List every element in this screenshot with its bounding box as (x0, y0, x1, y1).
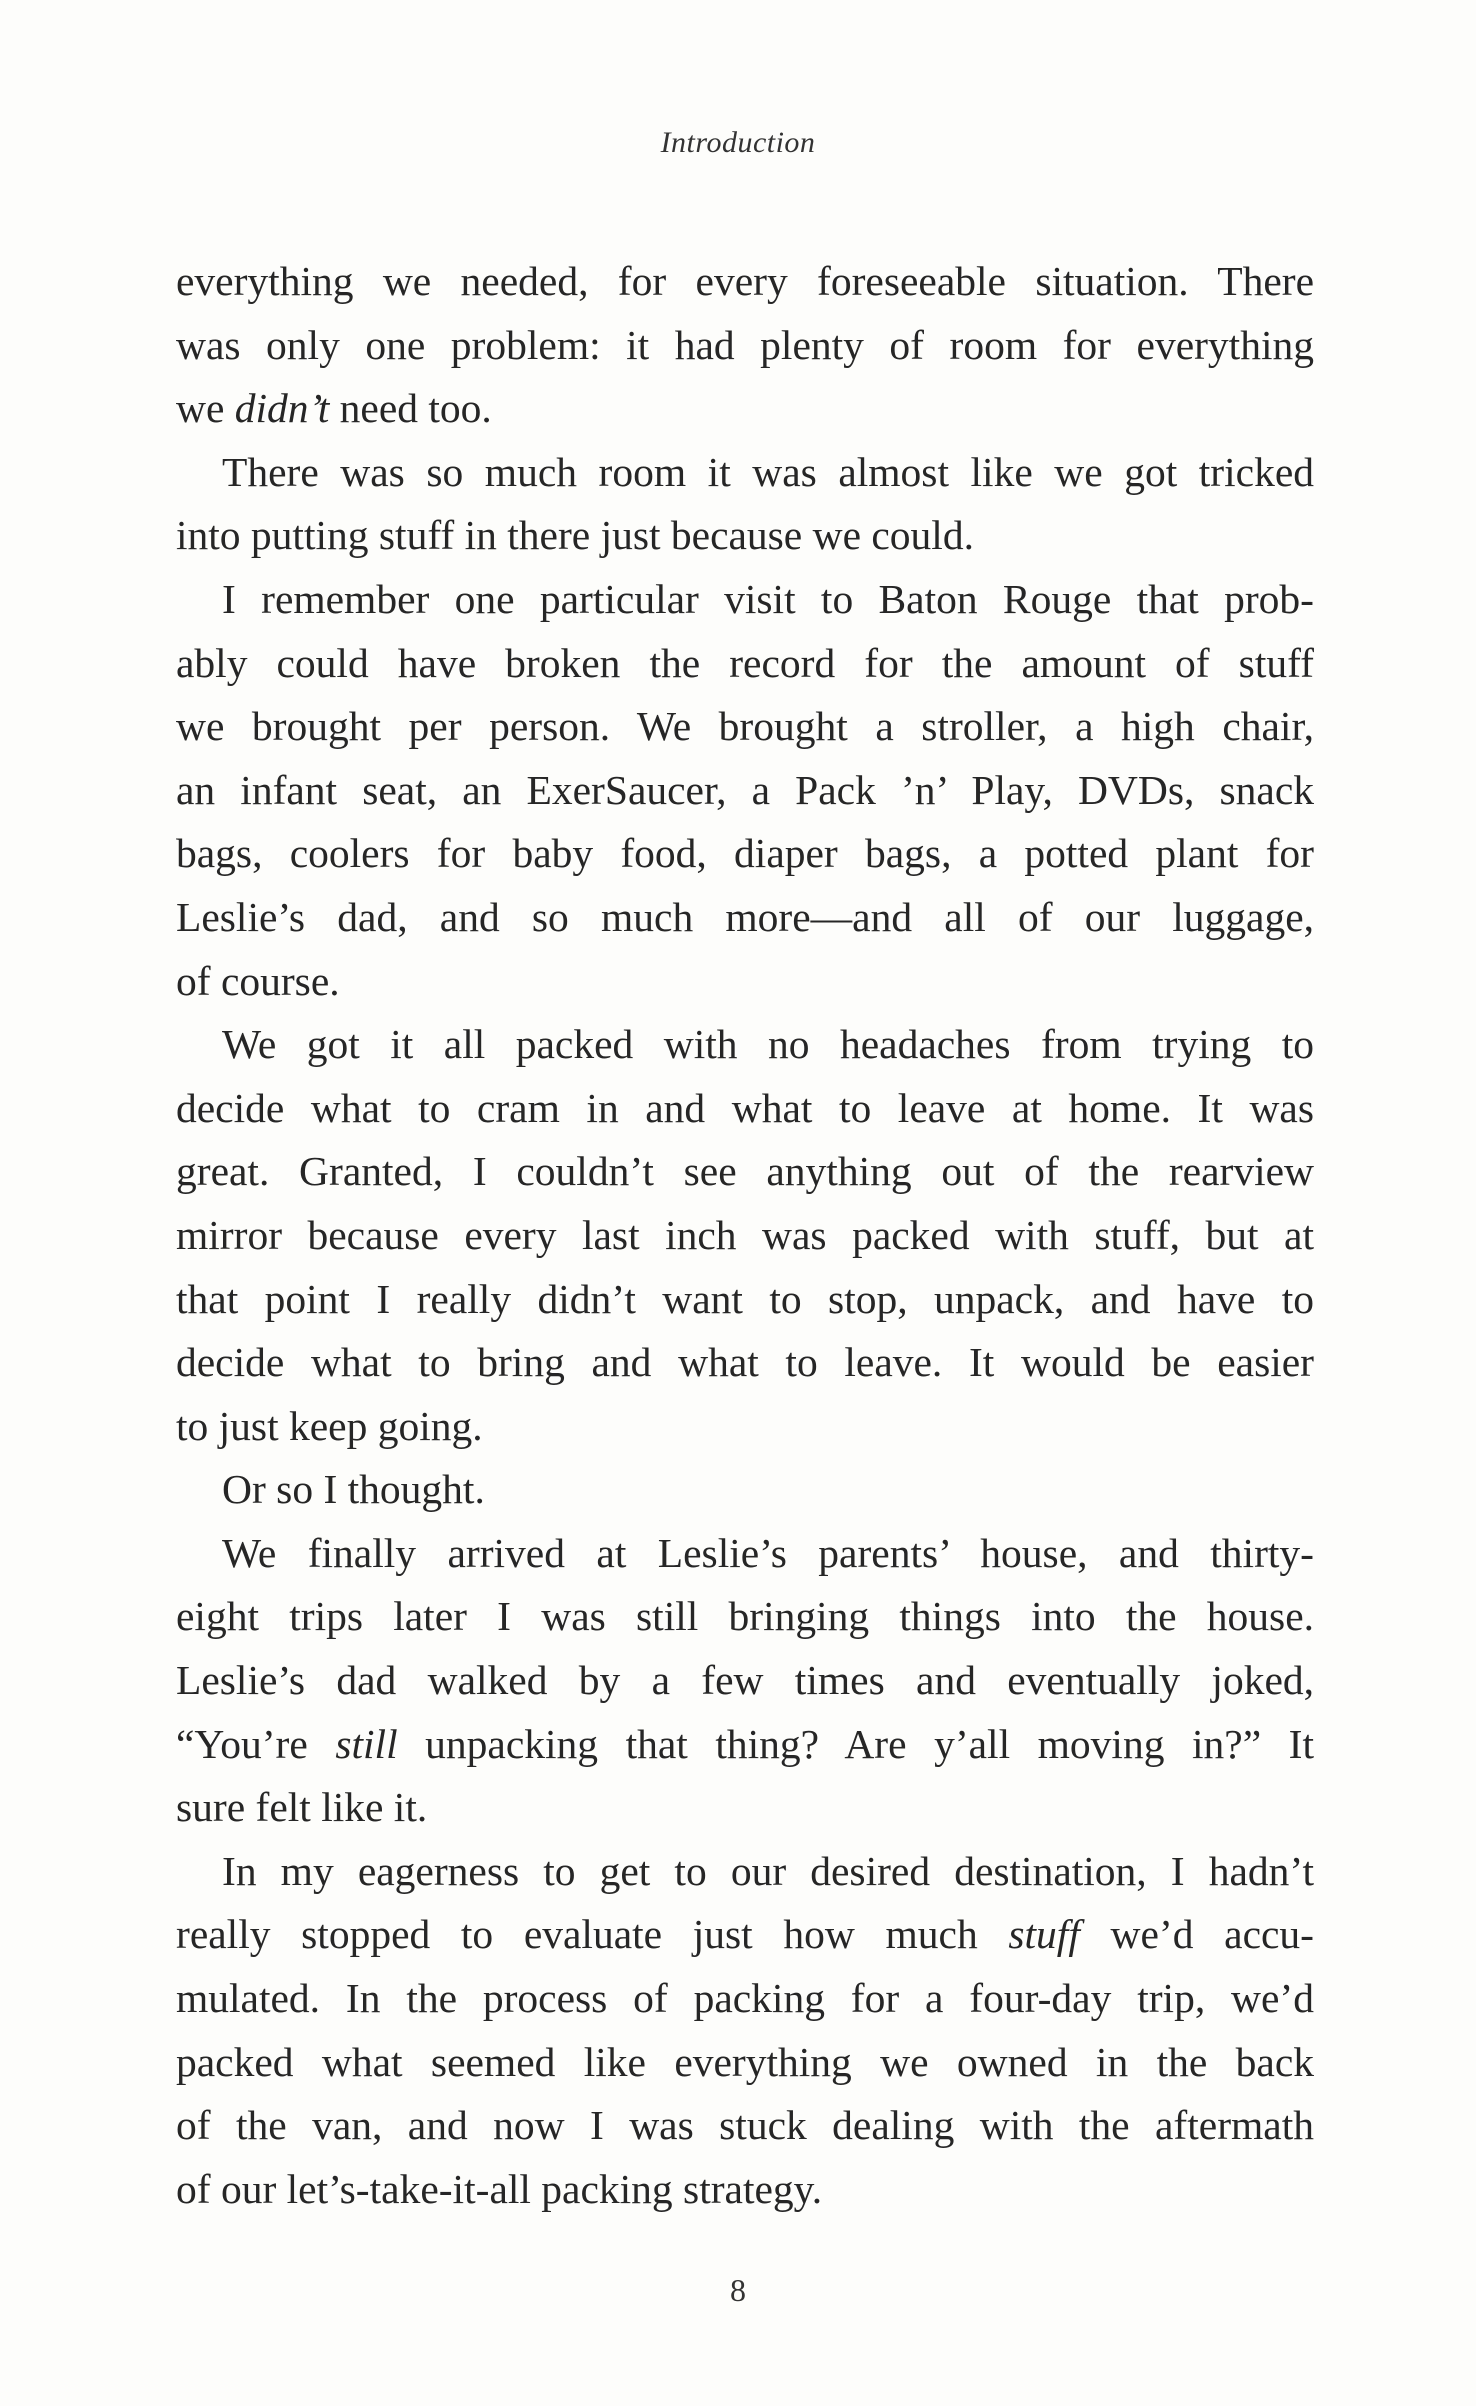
text-line: of the van, and now I was stuck dealing with the aftermath (176, 2102, 1314, 2149)
text-line: packed what seemed like everything we owned in the back (176, 2038, 1314, 2085)
text-line: into putting stuff in there just because we could. (176, 512, 974, 559)
text-run: need too. (329, 385, 492, 432)
text-line: that point I really didn’t want to stop, unpack, and have to (176, 1275, 1314, 1322)
text-line: everything we needed, for every foreseeable situation. There (176, 258, 1314, 304)
emphasis: didn’t (234, 385, 330, 432)
text-line: of our let’s-take-it-all packing strategy. (176, 2165, 823, 2212)
text-line: Leslie’s dad walked by a few times and eventually joked, (176, 1657, 1314, 1704)
running-head: Introduction (660, 126, 816, 159)
text-line: mulated. In the process of packing for a four-day trip, we’d (176, 1975, 1314, 2022)
text-line: decide what to cram in and what to leave at home. It was (176, 1084, 1314, 1131)
text-line: was only one problem: it had plenty of room for everything (176, 321, 1314, 368)
text-line: decide what to bring and what to leave. It would be easier (176, 1339, 1314, 1386)
text-line (176, 1713, 1314, 1777)
text-line: In my eagerness to get to our desired destination, I hadn’t (222, 1847, 1314, 1894)
text-line: ably could have broken the record for the amount of stuff (176, 639, 1314, 686)
text-run: we’d accu- (1079, 1911, 1314, 1958)
text-line: Or so I thought. (222, 1466, 485, 1513)
body-text (176, 250, 1314, 2221)
text-line: an infant seat, an ExerSaucer, a Pack ’n’ Play, DVDs, snack (176, 766, 1314, 813)
paragraph (176, 1522, 1314, 1840)
text-line: we brought per person. We brought a stroller, a high chair, (176, 703, 1314, 750)
text-line: of course. (176, 957, 340, 1004)
text-run: really stopped to evaluate just how much (176, 1911, 1009, 1958)
text-line: bags, coolers for baby food, diaper bags, a potted plant for (176, 830, 1314, 877)
text-line (176, 1903, 1314, 1967)
text-run: “You’re (176, 1720, 336, 1767)
text-line: sure felt like it. (176, 1784, 428, 1831)
paragraph (176, 1840, 1314, 2222)
text-line: Leslie’s dad, and so much more—and all of our luggage, (176, 893, 1314, 940)
text-line: I remember one particular visit to Baton Rouge that prob- (222, 575, 1314, 622)
text-line: We finally arrived at Leslie’s parents’ house, and thirty- (222, 1529, 1314, 1576)
paragraph (176, 1013, 1314, 1458)
text-line: to just keep going. (176, 1402, 483, 1449)
paragraph (176, 250, 1314, 441)
page-number: 8 (730, 2272, 746, 2308)
text-line (176, 377, 1314, 441)
text-line: We got it all packed with no headaches from trying to (222, 1021, 1314, 1068)
text-run: unpacking that thing? Are y’all moving in?” It (397, 1720, 1315, 1767)
text-run: we (176, 385, 235, 432)
text-line: mirror because every last inch was packed with stuff, but at (176, 1211, 1314, 1258)
emphasis: stuff (1008, 1911, 1080, 1958)
emphasis: still (335, 1720, 398, 1767)
text-line: There was so much room it was almost like we got tricked (222, 448, 1314, 495)
text-line: eight trips later I was still bringing things into the house. (176, 1593, 1314, 1640)
text-line: great. Granted, I couldn’t see anything out of the rearview (176, 1148, 1314, 1195)
paragraph (176, 1458, 1314, 1522)
paragraph (176, 441, 1314, 568)
paragraph (176, 568, 1314, 1013)
